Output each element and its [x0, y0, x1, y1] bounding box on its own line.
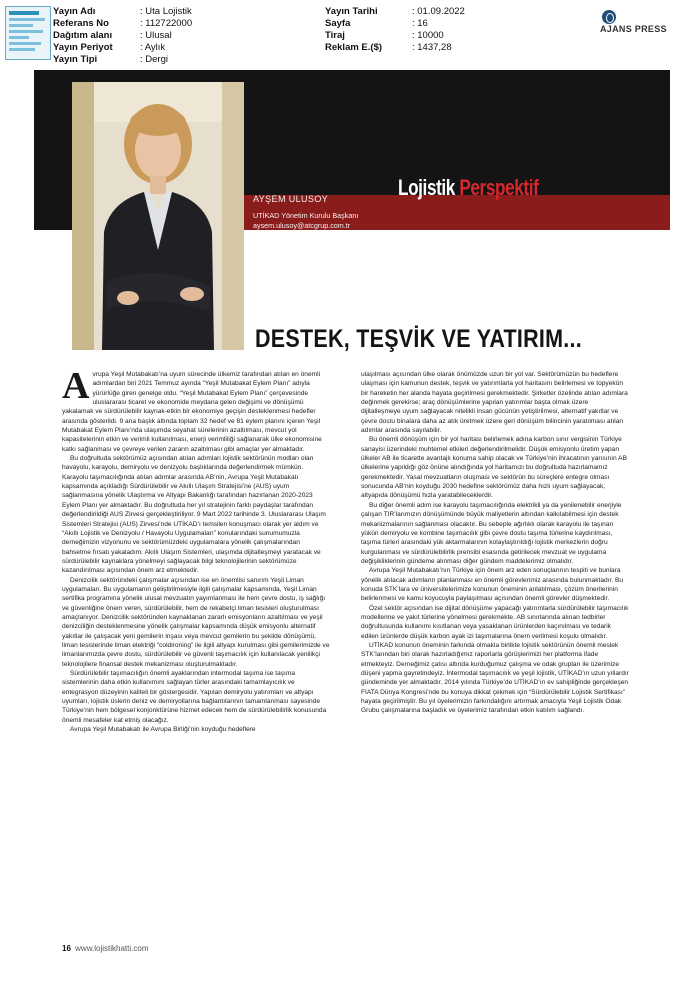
author-photo	[72, 82, 244, 350]
meta-value-distribution: : Ulusal	[140, 30, 172, 41]
meta-value-reference: : 112722000	[140, 18, 193, 29]
page-number: 16	[62, 944, 71, 953]
article-column-right	[361, 370, 629, 716]
article-column-left	[62, 365, 330, 734]
author-role: UTİKAD Yönetim Kurulu Başkanı	[253, 211, 359, 220]
site-url: www.lojistikhatti.com	[75, 944, 149, 953]
meta-value-publication: : Uta Lojistik	[140, 6, 192, 17]
globe-icon	[602, 10, 616, 24]
paragraph: Özel sektör açısından ise dijital dönüşüme yapacağı yatırımlarla sürdürülebilir taşımacılık modellerine ve yakıt türlerine yönelmesi gerekmekte. AB sınırlarında alınan tedbirler doğrultusunda kullanımı kısıtlanan veya yasaklanan ürünlerden kaçınılması ve tedarik edilen ürünlerde düşük karbon ayak izi taşımalarına önem verilmesi koşulu olmalıdır.	[361, 604, 629, 640]
meta-label-reference: Referans No	[53, 18, 109, 29]
meta-value-circulation: : 10000	[412, 30, 444, 41]
meta-label-type: Yayın Tipi	[53, 54, 98, 65]
column-title	[398, 175, 538, 201]
publication-thumbnail	[5, 6, 51, 60]
paragraph: Sürdürülebilir taşımacılığın önemli ayaklarından intermodal taşıma ise taşıma sistemlerinin daha etkin kullanımını sağlayan türler arasındaki tamamlayıcılık ve entegrasyon düzeyinin kaliteli bir göstergesidir. Yapılan demiryolu yatırımları ve altyapı uyumları, lojistik üslerin deniz ve demiryollarına bağlantılarının tamamlanması sayesinde Türkiye’nin hem bölgesel konjonktürüne hizmet edecek hem de sürdürülebilirlik konusunda önemli mesafeler kat etmiş olacağız.	[62, 670, 327, 724]
ajans-press-logo	[600, 10, 672, 36]
paragraph: Avrupa Yeşil Mutabakatı’nın Türkiye için önem arz eden sonuçlarının tespiti ve bunlara yönelik atılacak adımların planlanması en önemli görevlerimiz arasında bulunmaktadır. Bu konuda STK’lara ve üniversitelerimize konunun öneminin anlatılması, çözüm önerilerinin belirlenmesi ve kamu koyucuyla paylaşılması açısından önemli görevler düşmektedir.	[361, 567, 624, 603]
meta-value-ad-value: : 1437,28	[412, 42, 452, 53]
meta-label-circulation: Tiraj	[325, 30, 345, 41]
article-headline: DESTEK, TEŞVİK VE YATIRIM...	[255, 325, 583, 353]
clipping-header	[0, 0, 677, 66]
author-portrait-illustration	[72, 82, 244, 350]
column-title-white: Lojistik	[398, 175, 455, 200]
meta-value-period: : Aylık	[140, 42, 166, 53]
paragraph: Bu önemli dönüşüm için bir yol haritası belirlemek adına karbon sınır vergisinin Türkiye sanayisi üzerindeki muhtemel etkileri değerlendirilmelidir. Düşük emisyonlu üretim yapan ülkeler AB ile ticarette avantajlı konuma sahip olacak ve Türkiye’nin ihracatının yarısının AB ülkelerine yapıldığı göz önüne alındığında yol haritamızı bu doğrultuda hazırlamamız gerekmektedir. Yasal mevzuatların oluşması ve sektörün bu süreçlere entegre olması sonucunda AB’nin koyduğu 2030 hedefine sektörümüz daha hızlı uyum sağlayacak, altyapıda dönüşümü hızla yaratabileceklerdir.	[361, 436, 627, 500]
meta-value-date: : 01.09.2022	[412, 6, 465, 17]
meta-label-publication: Yayın Adı	[53, 6, 96, 17]
ajans-press-text: AJANS PRESS	[600, 24, 667, 34]
page-footer	[62, 944, 149, 953]
drop-cap: A	[62, 365, 90, 407]
meta-label-distribution: Dağıtım alanı	[53, 30, 113, 41]
meta-label-period: Yayın Periyot	[53, 42, 113, 53]
meta-value-page: : 16	[412, 18, 428, 29]
paragraph: Avrupa Yeşil Mutabakatı ile Avrupa Birliği’nin koyduğu hedeflere	[70, 726, 256, 734]
meta-label-ad-value: Reklam E.($)	[325, 42, 383, 53]
paragraph: UTİKAD konunun öneminin farkında olmakla birlikte lojistik sektörünün önemli meslek STK’larından biri olarak hazırladığımız raporlarla görüşlerimizi her platforma ifade etmekteyiz. Derneğimiz çatısı altında kurduğumuz çalışma ve odak grupları ile üzerimize düşeni yapma gayretindeyiz. İntermodal taşımacılık ve yeşil lojistik, UTİKAD’ın uzun yıllardır gündeminde yer almaktadır. 2014 yılında Türkiye’de UTİKAD’ın ev sahipliğinde gerçekleşen FIATA Dünya Kongresi’nde bu konuya dikkat çekmek için “Sürdürülebilir Lojistik Sertifikası” hayata geçirilmiştir. Bu yıl üyelerimizin farkındalığını artırmak amacıyla Yeşil Lojistik Odak Grubu çalışmalarına başladık ve üyelerimiz tarafından etkin katılım sağlandı.	[361, 641, 629, 715]
column-title-red: Perspektif	[459, 175, 539, 200]
paragraph: Bu diğer önemli adım ise karayolu taşımacılığında elektrikli ya da yenilenebilir enerjiyle çalışan TIR’larımızın dönüşümünde büyük maliyetlerin altından kalkılabilmesi için destek mekanizmalarının sağlanması olacaktır. Bu sebeple ağırlıklı olarak karayolu ile taşınan yükün demiryolu ve kombine taşımacılık gibi çevre dostu taşıma türlerine kaydırılması, taşıma türleri arasındaki yük aktarmalarının kolaylaştırıldığı lojistik merkezlerin doğru kurgulanması ve sürdürülebilirlik prensibi esasında getirilecek mevzuat ve uygulama değişikliklerinin gündeme alınması diğer gündem maddelerimiz olmalıdır.	[361, 501, 622, 565]
paragraph: Denizcilik sektöründeki çalışmalar açısından ise en önemlisi sanırım Yeşil Liman uygulamaları. Bu uygulamanın geliştirilmesiyle ilgili çalışmalar kapsamında, Yeşil Liman sertifika programına yönelik ulusal mevzuatın yayımlanması ile hem çevre dostu, iş sağlığı ve güvenliğine önem veren, sürdürülebilir, hem de rekabetçi liman tesisleri oluşturulması amaçlanıyor. Denizcilik sektöründen kaynaklanan zararlı emisyonların azaltılması ve yeşil denizciliğin desteklenmesine yönelik çalışmalar kapsamında düşük emisyonlu alternatif yakıtlar ile çalışacak yeni gemilerin inşası veya mevcut gemilerin bu şekilde dönüşümü, liman tesislerinde liman elektriği “coldironing” ile ilgili altyapı kurulması gibi gemilerimizde ve limanlarımızda çevre dostu, sürdürülebilir ve güvenli taşımacılık için kullanılacak yenilikçi teknolojilere finansal destek mekanizması oluşturulmaktadır.	[62, 576, 330, 668]
author-name: AYŞEM ULUSOY	[253, 194, 329, 204]
meta-label-page: Sayfa	[325, 18, 351, 29]
meta-value-type: : Dergi	[140, 54, 168, 65]
paragraph: ulaşılması açısından ülke olarak önümüzde uzun bir yol var. Sektörümüzün bu hedeflere ulaşması için kamunun destek, teşvik ve yatırımlarla yol haritasını belirlemesi ve topyekûn bir hareketin her alanda hayata geçirilmesi gerekmektedir. Şirketler özelinde atılan adımlara değinmek gerekirse; araç dönüşümlerine yapılan yatırımlar başta olmak üzere dijitalleşmeye uyum sağlayacak nitelikli insan gücünün yetiştirilmesi, alternatif yakıtlar ve çevre dostu binalara daha az atık üretmek üzere geri dönüşüm bilincinin yaratılması atılan adımlar arasında sayılabilir.	[361, 371, 628, 435]
paragraph: Bu doğrultuda sektörümüz açısından atılan adımları lojistik sektörünün modları olan havayolu, karayolu, demiryolu ve denizyolu başlıklarında değerlendirmek mümkün. Karayolu taşımacılığında atılan adımlar arasında AB’nin, Avrupa Yeşil Mutabakatı kapsamında açıkladığı Sürdürülebilir ve Akıllı Ulaşım Stratejisi’ne (AUS) uyum sağlanmasına yönelik Ulaştırma ve Altyapı Bakanlığı tarafından hazırlanan 2020-2023 Eylem Planı yer almaktadır. Bu doğrultuda her yıl stratejinin farklı paydaşlar tarafından değerlendirildiği AUS Zirvesi gerçekleştiriliyor. 9 Mart 2022 tarihinde 3. Uluslararası Ulaşım Sistemleri Stratejisi (AUS) Zirvesi’nde UTİKAD’ı temsilen konuşmacı olarak yer aldım ve “Akıllı Lojistik ve Denizyolu / Havayolu Uygulamaları” konularındaki sunumumuzla derneğimizin vizyonunu ve sektörümüzdeki uygulamalara yönelik çalışmalarından bahsetme fırsatı yakaladım. Akıllı Ulaşım Sistemleri, ulaşımda dijitalleşmeyi yaratacak ve sürdürülebilir kaynaklara yönelmeyi sağlayacak bilgi teknolojilerinin sektörümüze kazandırılması açısından önem arz etmektedir.	[62, 455, 326, 575]
author-email: aysem.ulusoy@atcgrup.com.tr	[253, 221, 351, 230]
paragraph: Avrupa Yeşil Mutabakatı’na uyum sürecinde ülkemiz tarafından atılan en önemli adımlardan biri 2021 Temmuz ayında “Yeşil Mutabakat Eylem Planı” adıyla yürürlüğe giren genelge oldu. “Yeşil Mutabakat Eylem Planı” çerçevesinde uluslararası ticaret ve ekonomide meydana gelen değişimi ve dönüşümü yakalamak ve sürdürülebilir kaynak-etkin bir ekonomiye geçişin desteklenmesi hedefler arasında gösterildi. 9 ana başlık altında toplam 32 hedef ve 81 eylem planını içeren Yeşil Mutabakat Eylem Planı’nda ulaşımda seyahat sürelerinin azaltılması, mevcut yol kapasitelerinin etkin ve verimli kullanılması, enerji verimliliği sağlanarak ülke ekonomisine katkı sağlanması ve çevreye verilen zararın azaltılması gibi amaçlar yer almaktadır.	[62, 365, 322, 453]
meta-label-date: Yayın Tarihi	[325, 6, 378, 17]
